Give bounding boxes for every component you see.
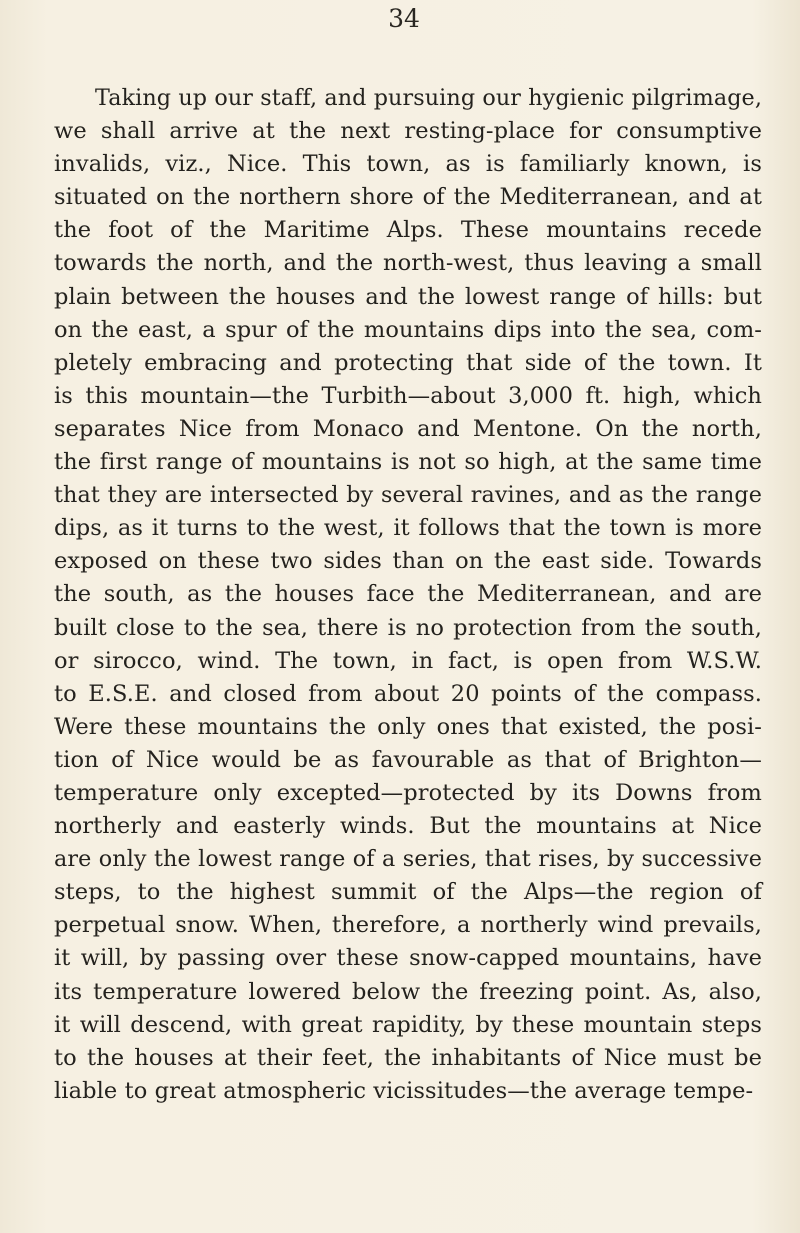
text-line: we shall arrive at the next resting-place for consumptive — [54, 118, 762, 145]
text-line: that they are intersected by several ravines, and as the range — [54, 482, 762, 509]
text-line: northerly and easterly winds. But the mountains at Nice — [54, 813, 762, 840]
text-line: or sirocco, wind. The town, in fact, is open from W.S.W. — [54, 647, 762, 674]
text-line: the south, as the houses face the Mediterranean, and are — [54, 581, 762, 608]
text-line: it will, by passing over these snow-capped mountains, have — [54, 945, 762, 972]
text-line: liable to great atmospheric vicissitudes—the average tempe- — [54, 1077, 754, 1104]
text-line: is this mountain—the Turbith—about 3,000 ft. high, which — [54, 382, 762, 409]
text-line: Taking up our staff, and pursuing our hygienic pilgrimage, — [95, 85, 762, 111]
text-line: dips, as it turns to the west, it follows that the town is more — [54, 515, 762, 542]
text-line: its temperature lowered below the freezing point. As, also, — [54, 978, 762, 1005]
text-line: perpetual snow. When, therefore, a northerly wind prevails, — [54, 912, 762, 939]
text-line: to the houses at their feet, the inhabitants of Nice must be — [54, 1044, 762, 1071]
text-line: to E.S.E. and closed from about 20 points of the compass. — [54, 680, 762, 707]
text-line: built close to the sea, there is no protection from the south, — [54, 614, 762, 641]
text-line: on the east, a spur of the mountains dips into the sea, com- — [54, 316, 762, 343]
text-line: Were these mountains the only ones that existed, the posi- — [54, 713, 762, 740]
text-line: steps, to the highest summit of the Alps—the region of — [54, 879, 762, 906]
text-line: towards the north, and the north-west, thus leaving a small — [54, 250, 762, 277]
text-line: temperature only excepted—protected by its Downs from — [54, 779, 762, 806]
text-line: the foot of the Maritime Alps. These mountains recede — [54, 217, 762, 244]
text-line: the first range of mountains is not so high, at the same time — [54, 449, 762, 476]
text-line: situated on the northern shore of the Mediterranean, and at — [54, 184, 762, 211]
text-line: plain between the houses and the lowest range of hills: but — [54, 283, 762, 310]
text-line: invalids, viz., Nice. This town, as is familiarly known, is — [54, 151, 762, 178]
text-line: it will descend, with great rapidity, by these mountain steps — [54, 1011, 762, 1038]
text-line: exposed on these two sides than on the east side. Towards — [54, 548, 762, 575]
text-line: separates Nice from Monaco and Mentone. On the north, — [54, 415, 762, 442]
body-paragraph — [54, 82, 762, 1108]
page-number: 34 — [388, 4, 420, 33]
text-line: tion of Nice would be as favourable as that of Brighton— — [54, 746, 762, 773]
text-line: pletely embracing and protecting that side of the town. It — [54, 349, 762, 376]
text-line: are only the lowest range of a series, that rises, by successive — [54, 846, 762, 873]
